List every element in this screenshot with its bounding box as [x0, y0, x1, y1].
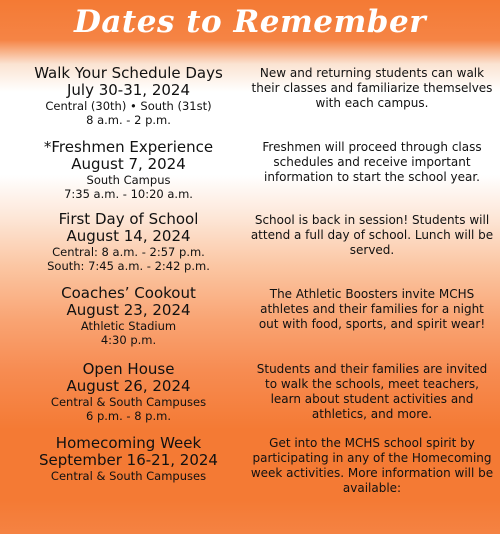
event-name: Open House — [82, 360, 175, 378]
event-date: August 26, 2024 — [66, 377, 191, 395]
event-name: Homecoming Week — [55, 434, 202, 452]
event-name: Walk Your Schedule Days — [34, 64, 223, 82]
event-info — [6, 210, 251, 273]
event-time: South: 7:45 a.m. - 2:42 p.m. — [47, 259, 210, 273]
event-date: August 23, 2024 — [66, 301, 191, 319]
event-date: July 30-31, 2024 — [66, 81, 191, 99]
event-info — [6, 138, 251, 201]
event-time: 6 p.m. - 8 p.m. — [85, 409, 172, 423]
event-info — [6, 64, 251, 127]
page-title: Dates to Remember — [73, 4, 427, 40]
header-banner — [0, 0, 500, 62]
event-location: Athletic Stadium — [80, 319, 177, 333]
event-location: Central: 8 a.m. - 2:57 p.m. — [52, 245, 205, 259]
event-name: Coaches’ Cookout — [61, 284, 196, 302]
event-time: 7:35 a.m. - 10:20 a.m. — [64, 187, 193, 201]
event-date: August 7, 2024 — [71, 155, 186, 173]
event-info — [6, 284, 251, 347]
event-date: August 14, 2024 — [66, 227, 191, 245]
event-location: Central & South Campuses — [50, 469, 207, 483]
event-time: 4:30 p.m. — [100, 333, 157, 347]
event-description: Students and their families are invited to walk the schools, meet teachers, learn about student activities and athletics, and more. — [256, 362, 488, 421]
event-description: Freshmen will proceed through class schedules and receive important information to start the school year. — [262, 140, 482, 184]
event-name: First Day of School — [58, 210, 199, 228]
event-name: *Freshmen Experience — [43, 138, 214, 156]
event-info — [6, 434, 251, 483]
event-date: September 16-21, 2024 — [39, 451, 218, 469]
event-description: New and returning students can walk their classes and familiarize themselves with each campus. — [251, 66, 493, 110]
event-location: Central (30th) • South (31st) — [45, 99, 212, 113]
event-location: Central & South Campuses — [50, 395, 207, 409]
event-description: The Athletic Boosters invite MCHS athletes and their families for a night out with food, sports, and spirit wear! — [258, 287, 486, 331]
event-description: School is back in session! Students will attend a full day of school. Lunch will be served. — [250, 213, 494, 257]
event-info — [6, 360, 251, 423]
event-description: Get into the MCHS school spirit by participating in any of the Homecoming week activities. More information will be available: — [250, 436, 494, 495]
event-homecoming-week — [0, 434, 500, 534]
event-time: 8 a.m. - 2 p.m. — [86, 113, 171, 127]
event-location: South Campus — [86, 173, 171, 187]
